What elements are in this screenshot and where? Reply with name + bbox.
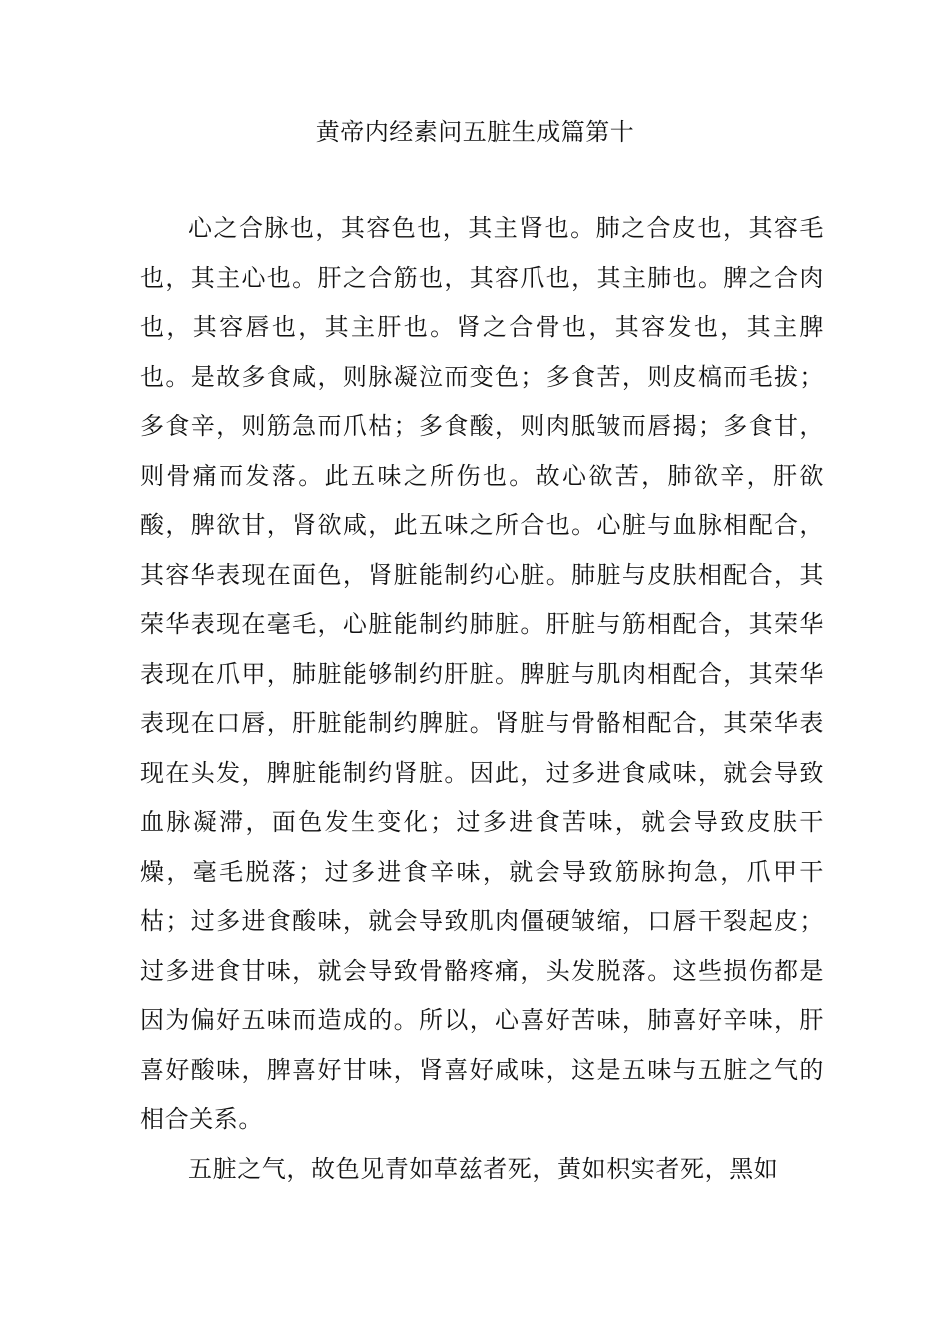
paragraph-2: 五脏之气，故色见青如草兹者死，黄如枳实者死，黑如 [188,1154,779,1183]
document-title: 黄帝内经素问五脏生成篇第十 [315,118,635,146]
paragraph-1: 心之合脉也，其容色也，其主肾也。肺之合皮也，其容毛也，其主心也。肝之合筋也，其容爪也，其主肺也。脾之合肉也，其容唇也，其主肝也。肾之合骨也，其容发也，其主脾也。是故多食咸，则脉凝泣而变色；多食苦，则皮槁而毛拔；多食辛，则筋急而爪枯；多食酸，则肉胝皱而唇揭；多食甘，则骨痛而发落。此五味之所伤也。故心欲苦，肺欲辛，肝欲酸，脾欲甘，肾欲咸，此五味之所合也。心脏与血脉相配合，其容华表现在面色，肾脏能制约心脏。肺脏与皮肤相配合，其荣华表现在毫毛，心脏能制约肺脏。肝脏与筋相配合，其荣华表现在爪甲，肺脏能够制约肝脏。脾脏与肌肉相配合，其荣华表现在口唇，肝脏能制约脾脏。肾脏与骨骼相配合，其荣华表现在头发，脾脏能制约肾脏。因此，过多进食咸味，就会导致血脉凝滞，面色发生变化；过多进食苦味，就会导致皮肤干燥，毫毛脱落；过多进食辛味，就会导致筋脉拘急，爪甲干枯；过多进食酸味，就会导致肌肉僵硬皱缩，口唇干裂起皮；过多进食甘味，就会导致骨骼疼痛，头发脱落。这些损伤都是因为偏好五味而造成的。所以，心喜好苦味，肺喜好辛味，肝喜好酸味，脾喜好甘味，肾喜好咸味，这是五味与五脏之气的相合关系。 [140,214,824,1133]
document-body [140,204,824,1194]
